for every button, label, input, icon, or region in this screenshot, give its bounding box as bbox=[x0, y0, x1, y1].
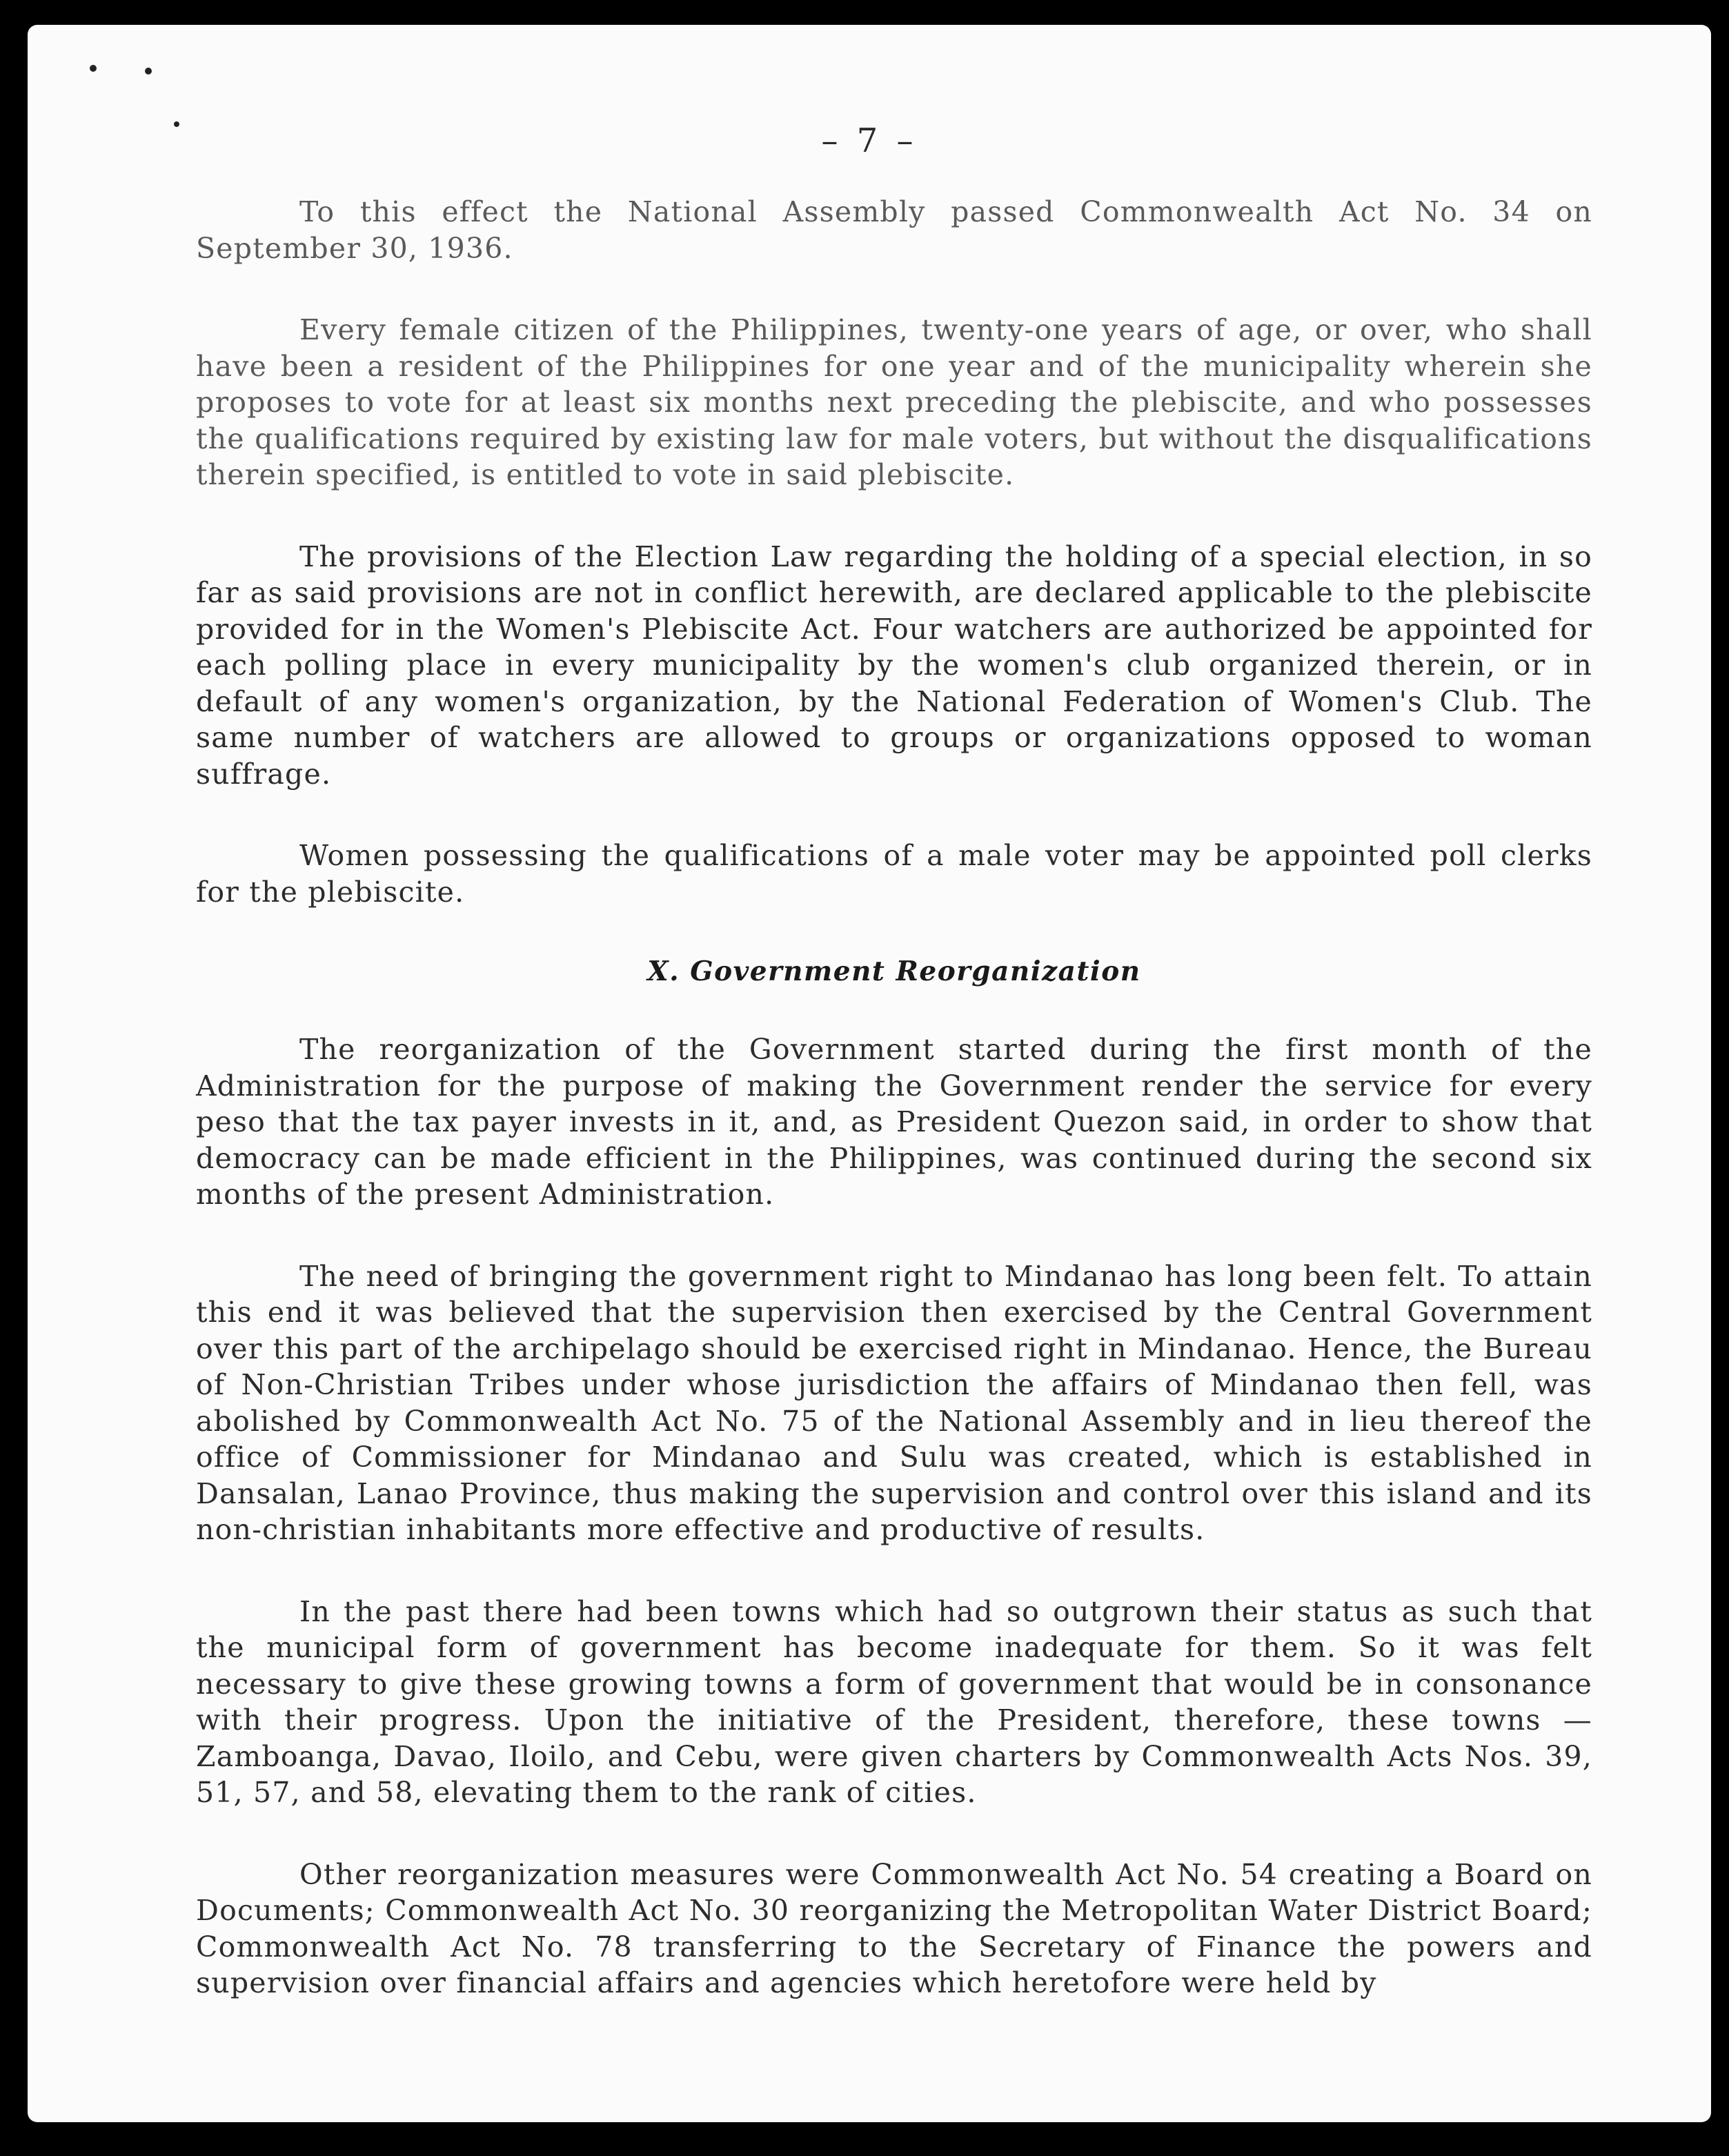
paragraph-female-voter-eligibility: Every female citizen of the Philippines, twenty-one years of age, or over, who shall have been a resident of the Philippines for one year and of the municipality wherein she proposes to vote for at least six months next preceding the plebiscite, and who possesses the qualifications required by existing law for male voters, but without the disqualifications therein specified, is entitled to vote in said plebiscite. bbox=[196, 313, 1592, 491]
page-body bbox=[196, 194, 1592, 2047]
paragraph-commonwealth-act-34: To this effect the National Assembly passed Commonwealth Act No. 34 on September 30, 1936. bbox=[196, 195, 1592, 265]
paragraph-reorganization: The reorganization of the Government started during the first month of the Administration for the purpose of making the Government render the service for every peso that the tax payer invests in it, and, as President Quezon said, in order to show that democracy can be made efficient in the Philippines, was continued during the second six months of the present Administration. bbox=[196, 1033, 1592, 1211]
scan-speck bbox=[145, 68, 152, 75]
section-heading: X. Government Reorganization bbox=[647, 956, 1141, 987]
document-page bbox=[28, 25, 1711, 2122]
paragraph-poll-clerks: Women possessing the qualifications of a male voter may be appointed poll clerks for the plebiscite. bbox=[196, 839, 1592, 909]
paragraph-other-measures: Other reorganization measures were Commonwealth Act No. 54 creating a Board on Documents; Commonwealth Act No. 30 reorganizing the Metropolitan Water District Board; Commonwealth Act No. 78 transferring to the Secretary of Finance the powers and supervision over financial affairs and agencies which heretofore were held by bbox=[196, 1857, 1592, 1999]
scan-speck bbox=[90, 65, 97, 72]
paragraph-election-law-provisions: The provisions of the Election Law regarding the holding of a special election, in so far as said provisions are not in conflict herewith, are declared applicable to the plebiscite provided for in the Women's Plebiscite Act. Four watchers are authorized be appointed for each polling place in every municipality by the women's club organized therein, or in default of any women's organization, by the National Federation of Women's Club. The same number of watchers are allowed to groups or organizations opposed to woman suffrage. bbox=[196, 540, 1592, 791]
paragraph-mindanao: The need of bringing the government right to Mindanao has long been felt. To attain this end it was believed that the supervision then exercised by the Central Government over this part of the archipelago should be exercised right in Mindanao. Hence, the Bureau of Non-Christian Tribes under whose jurisdiction the affairs of Mindanao then fell, was abolished by Commonwealth Act No. 75 of the National Assembly and in lieu thereof the office of Commissioner for Mindanao and Sulu was created, which is established in Dansalan, Lanao Province, thus making the supervision and control over this island and its non-christian inhabitants more effective and productive of results. bbox=[196, 1259, 1592, 1546]
page-number: – 7 – bbox=[821, 121, 918, 160]
paragraph-city-charters: In the past there had been towns which had so outgrown their status as such that the municipal form of government has become inadequate for them. So it was felt necessary to give these growing towns a form of government that would be in consonance with their progress. Upon the initiative of the President, therefore, these towns — Zamboanga, Davao, Iloilo, and Cebu, were given charters by Commonwealth Acts Nos. 39, 51, 57, and 58, elevating them to the rank of cities. bbox=[196, 1594, 1592, 1809]
